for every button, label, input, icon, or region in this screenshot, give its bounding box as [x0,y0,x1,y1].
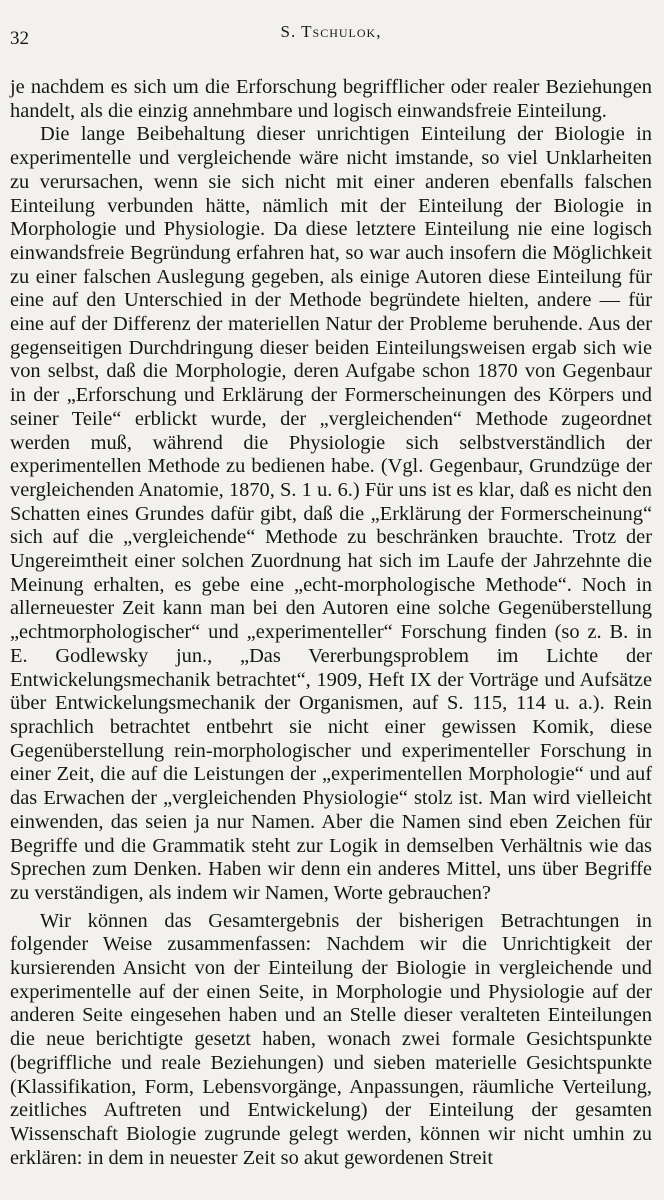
page-number: 32 [10,28,29,49]
running-head: S. Tschulok, [280,22,382,41]
paragraph-continuation: je nachdem es sich um die Erforschung begrifflicher oder realer Beziehungen handelt, als die einzig annehmbare und logisch einwandsfreie Einteilung. [10,76,652,122]
body-text [10,76,652,1170]
paragraph: Die lange Beibehaltung dieser unrichtigen Einteilung der Biologie in experimentelle und vergleichende wäre nicht imstande, so viel Unklarheiten zu verursachen, wenn sie sich nicht mit einer anderen ebenfalls falschen Einteilung verbunden hätte, nämlich mit der Einteilung der Biologie in Morphologie und Physiologie. Da diese letztere Einteilung nie eine logisch einwandsfreie Begründung erfahren hat, so war auch insofern die Möglichkeit zu einer falschen Auslegung gegeben, als einige Autoren diese Einteilung für eine auf den Unterschied in der Methode begründete hielten, andere — für eine auf der Differenz der materiellen Natur der Probleme beruhende. Aus der gegenseitigen Durchdringung dieser beiden Einteilungsweisen ergab sich wie von selbst, daß die Morphologie, deren Aufgabe schon 1870 von Gegenbaur in der „Erforschung und Erklärung der Formerscheinungen des Körpers und seiner Teile“ erblickt wurde, der „vergleichenden“ Methode zugeordnet werden muß, während die Physiologie sich selbstverständlich der experimentellen Methode zu bedienen habe. (Vgl. Gegenbaur, Grundzüge der vergleichenden Anatomie, 1870, S. 1 u. 6.) Für uns ist es klar, daß es nicht den Schatten eines Grundes dafür gibt, daß die „Erklärung der Formerscheinung“ sich auf die „vergleichende“ Methode zu beschränken brauchte. Trotz der Ungereimtheit einer solchen Zuordnung hat sich im Laufe der Jahrzehnte die Meinung erhalten, es gebe eine „echt-morphologische Methode“. Noch in allerneuester Zeit kann man bei den Autoren eine solche Gegenüberstellung „echtmorphologischer“ und „experimenteller“ Forschung finden (so z. B. in E. Godlewsky jun., „Das Vererbungsproblem im Lichte der Entwickelungsmechanik betrachtet“, 1909, Heft IX der Vorträge und Aufsätze über Entwickelungsmechanik der Organismen, auf S. 115, 114 u. a.). Rein sprachlich betrachtet entbehrt sie nicht einer gewissen Komik, diese Gegenüberstellung rein-morphologischer und experimenteller Forschung in einer Zeit, die auf die Leistungen der „experimentellen Morphologie“ und auf das Erwachen der „vergleichenden Physiologie“ stolz ist. Man wird vielleicht einwenden, das seien ja nur Namen. Aber die Namen sind eben Zeichen für Begriffe und die Grammatik steht zur Logik in demselben Verhältnis wie das Sprechen zum Denken. Haben wir denn ein anderes Mittel, uns über Begriffe zu verständigen, als indem wir Namen, Worte gebrauchen? [10,123,652,904]
paragraph: Wir können das Gesamtergebnis der bisherigen Betrachtungen in folgender Weise zusammenfassen: Nachdem wir die Unrichtigkeit der kursierenden Ansicht von der Einteilung der Biologie in vergleichende und experimentelle auf der einen Seite, in Morphologie und Physiologie auf der anderen Seite eingesehen haben und an Stelle dieser veralteten Einteilungen die neue berichtigte gesetzt haben, wonach zwei formale Gesichtspunkte (begriffliche und reale Beziehungen) und sieben materielle Gesichtspunkte (Klassifikation, Form, Lebensvorgänge, Anpassungen, räumliche Verteilung, zeitliches Auftreten und Entwickelung) der Einteilung der gesamten Wissenschaft Biologie zugrunde gelegt werden, können wir nicht umhin zu erklären: in dem in neuester Zeit so akut gewordenen Streit [10,909,652,1169]
page-header [10,22,652,49]
